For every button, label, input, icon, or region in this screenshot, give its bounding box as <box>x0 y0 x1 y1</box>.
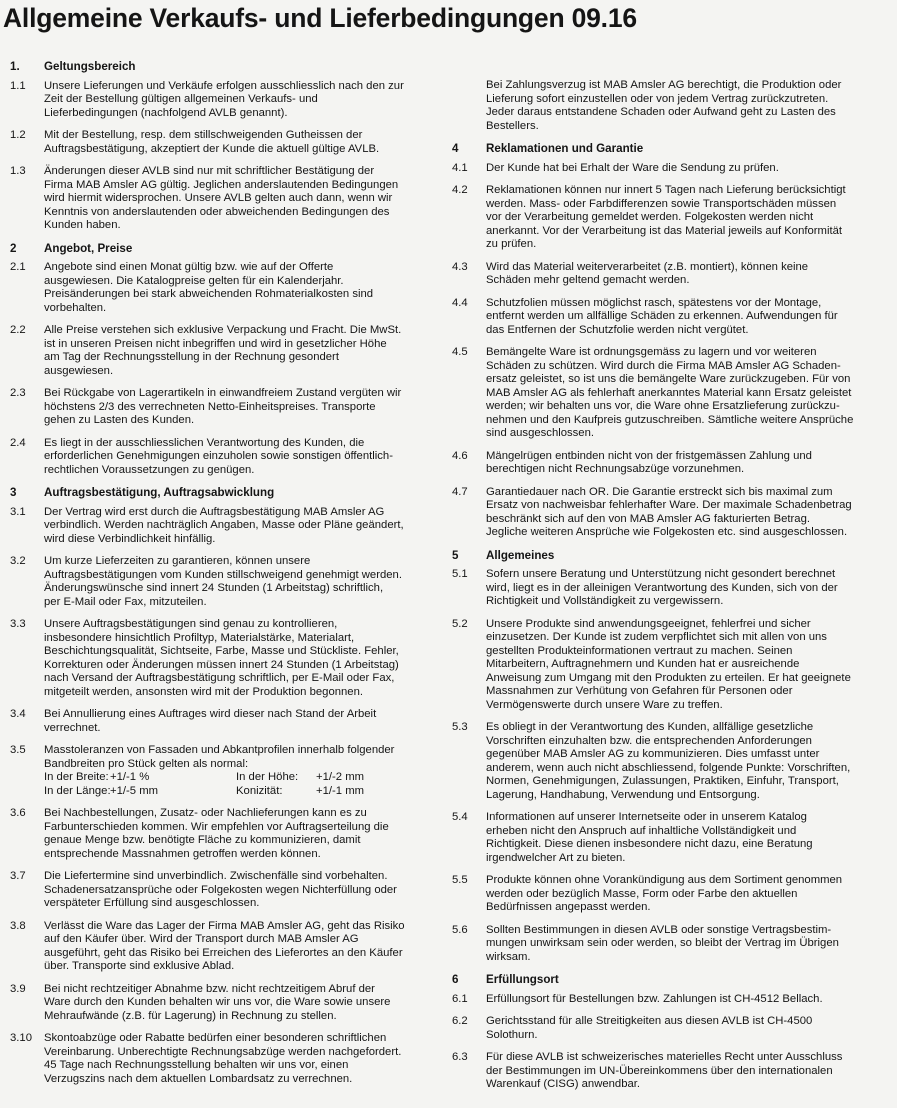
clause-line: gestellten Produkteinformationen vertraut zu machen. Seinen <box>486 644 793 657</box>
clause-number: 1.3 <box>10 165 26 177</box>
clause-number: 4.6 <box>452 449 468 462</box>
clause-number: 2.1 <box>10 261 26 273</box>
clause-line: Korrekturen oder Änderungen müssen innert 24 Stunden (1 Arbeitstag) <box>44 658 399 671</box>
section-number: 4 <box>452 142 459 155</box>
clause-number: 3.3 <box>10 618 26 630</box>
clause-line: Der Kunde hat bei Erhalt der Ware die Sendung zu prüfen. <box>486 161 779 174</box>
clause-line: Schadenersatzansprüche oder Folgekosten wegen Nichterfüllung oder <box>44 883 397 896</box>
clause-number: 5.3 <box>452 721 468 733</box>
tolerance-value: +1/-5 mm <box>110 784 159 797</box>
clause-line: Firma MAB Amsler AG gültig. Jeglichen anderslautenden Bedingungen <box>44 178 399 191</box>
clause-line: Sollten Bestimmungen in diesen AVLB oder sonstige Vertragsbestim- <box>486 923 832 936</box>
clause-number: 3.7 <box>10 870 26 882</box>
clause-number: 4.7 <box>452 485 468 498</box>
clause-number: 1.1 <box>10 79 26 92</box>
clause-number: 3.6 <box>10 807 26 819</box>
clause-line: verrechnet. <box>44 721 101 734</box>
clause-line: Änderungen dieser AVLB sind nur mit schriftlicher Bestätigung der <box>44 165 375 177</box>
section-heading <box>10 242 442 256</box>
clause-line: Warenkauf (CISG) anwendbar. <box>486 1078 641 1090</box>
clause <box>452 184 890 252</box>
clause <box>452 874 890 915</box>
clause-line: Um kurze Lieferzeiten zu garantieren, können unsere <box>44 555 311 567</box>
clause-number: 6.3 <box>452 1051 468 1063</box>
clause-line: Bemängelte Ware ist ordnungsgemäss zu lagern und vor weiteren <box>486 346 817 358</box>
clause-line: höchstens 2/3 des verrechneten Netto-Einheitspreises. Transporte <box>44 400 376 413</box>
document-title: Allgemeine Verkaufs- und Lieferbedingungen 09.16 <box>3 3 637 33</box>
clause-text <box>44 744 442 798</box>
clause-line: werden; wir behalten uns vor, die Ware ohne Ersatzlieferung zurückzu- <box>486 400 840 412</box>
clause-line: ausgeführt, geht das Risiko bei Erreichen des Lieferortes an den Käufer <box>44 946 403 959</box>
tolerance-label: In der Breite: <box>44 771 109 783</box>
clause-line: Schäden zu schützen. Wird durch die Firma MAB Amsler AG Schaden- <box>486 359 841 372</box>
clause-line: über. Transporte sind exklusive Ablad. <box>44 960 235 972</box>
clause-line: Schäden mehr geltend gemacht werden. <box>486 274 690 286</box>
clause-line: irgendwelcher Art zu bieten. <box>486 851 626 864</box>
clause-number: 6.2 <box>452 1015 468 1027</box>
clause-number: 2.2 <box>10 324 26 336</box>
clause-number: 6.1 <box>452 992 468 1005</box>
clause-line: Mitarbeitern, Auftragnehmern und Kunden hat er ausreichende <box>486 658 800 670</box>
clause <box>10 744 442 798</box>
clause-line: ausgewiesen. <box>44 364 114 377</box>
clause-line: werden oder bezüglich Masse, Form oder Farbe den aktuellen <box>486 887 798 900</box>
clause-text <box>44 555 442 609</box>
clause-line: wird, liegt es in der alleinigen Verantwortung des Kunden, sich von der <box>486 581 838 594</box>
clause-line: Bestellers. <box>486 119 539 132</box>
clause-text <box>486 618 890 713</box>
clause-line: 45 Tage nach Rechnungsstellung behalten wir uns vor, einen <box>44 1059 349 1071</box>
clause-line: nach Versand der Auftragsbestätigung schriftlich, per E-Mail oder Fax, <box>44 672 395 684</box>
clause-line: zu prüfen. <box>486 238 537 250</box>
clause-line: Vereinbarung. Unberechtigte Rechnungsabzüge werden nachgefordert. <box>44 1045 402 1058</box>
clause-line: entsprechende Massnahmen getroffen werden können. <box>44 847 321 860</box>
clause-line: Preisänderungen bei stark abweichenden Rohmaterialkosten sind <box>44 288 374 300</box>
clause-line: Vermögenswerte durch unsere Ware zu treffen. <box>486 698 723 711</box>
clause-number: 3.10 <box>10 1032 32 1044</box>
tolerance-value: +1/-2 mm <box>316 771 365 783</box>
clause-line: Auftragsbestätigung, akzeptiert der Kunde die aktuell gültige AVLB. <box>44 142 380 155</box>
clause-line: Schutzfolien müssen möglichst rasch, spätestens vor der Montage, <box>486 296 822 309</box>
clause-text <box>44 129 442 156</box>
clause-line: entfernt werden um allfällige Schäden zu erkennen. Aufwendungen für <box>486 310 838 322</box>
clause <box>10 807 442 861</box>
clause <box>452 297 890 338</box>
clause-line: Der Vertrag wird erst durch die Auftragsbestätigung MAB Amsler AG <box>44 505 385 518</box>
clause <box>10 80 442 121</box>
clause-number: 3.2 <box>10 555 26 567</box>
clause-line: Skontoabzüge oder Rabatte bedürfen einer besonderen schriftlichen <box>44 1032 387 1044</box>
clause <box>10 983 442 1024</box>
tolerance-label: In der Länge: <box>44 784 111 797</box>
clause-line: Kenntnis von anderslautenden oder abweichenden Bedingungen des <box>44 205 390 218</box>
clause-line: anerkannt. Vor der Verarbeitung ist das Material jeweils auf Konformität <box>486 224 843 237</box>
section-title: Allgemeines <box>486 548 555 562</box>
clause-text <box>486 79 890 133</box>
clause-line: insbesondere hinsichtlich Profiltyp, Materialstärke, Materialart, <box>44 631 355 644</box>
clause-text <box>44 920 442 974</box>
clause-line: Informationen auf unserer Internetseite oder in unserem Katalog <box>486 811 807 823</box>
clause-line: Richtigkeit. Diese dienen insbesondere nicht dazu, eine Beratung <box>486 838 813 850</box>
clause-line: Verzugszins nach dem aktuellen Lombardsatz zu verrechnen. <box>44 1072 353 1085</box>
clause-line: vor der Verarbeitung gemeldet werden. Folgekosten werden nicht <box>486 211 814 223</box>
clause-line: gegenüber MAB Amsler AG zu kommunizieren. Dies umfasst unter <box>486 748 820 760</box>
clause-text <box>486 874 890 915</box>
clause-text <box>486 162 890 176</box>
clause-line: sind ausgeschlossen. <box>486 427 595 439</box>
clause-text <box>44 80 442 121</box>
clause-text <box>44 983 442 1024</box>
clause-line: Unsere Auftragsbestätigungen sind genau zu kontrollieren, <box>44 618 338 630</box>
clause-line: wird diese Verbindlichkeit hinfällig. <box>44 532 216 545</box>
clause <box>10 920 442 974</box>
clause-text <box>44 261 442 315</box>
section-heading <box>452 973 890 987</box>
clause-line: der Bestimmungen im UN-Übereinkommens über den internationalen <box>486 1064 833 1077</box>
clause-text <box>486 721 890 802</box>
clause-line: Reklamationen können nur innert 5 Tagen nach Lieferung berücksichtigt <box>486 184 846 196</box>
clause-line: Jegliche weiteren Ansprüche wie Folgekosten etc. sind ausgeschlossen. <box>486 526 848 538</box>
clause-number: 1.2 <box>10 129 26 141</box>
clause-line: Alle Preise verstehen sich exklusive Verpackung und Fracht. Die MwSt. <box>44 324 402 336</box>
clause-number: 5.2 <box>452 617 468 630</box>
clause <box>10 437 442 478</box>
clause <box>452 1051 890 1092</box>
clause <box>452 618 890 713</box>
clause-number: 2.4 <box>10 436 26 449</box>
clause-line: Angebote sind einen Monat gültig bzw. wie auf der Offerte <box>44 261 334 273</box>
clause <box>452 568 890 609</box>
clause-text <box>44 165 442 233</box>
clause-line: Farbunterschieden kommen. Wir empfehlen vor Auftragserteilung die <box>44 820 389 833</box>
clause <box>452 162 890 176</box>
clause <box>10 555 442 609</box>
clause-line: Bei nicht rechtzeitiger Abnahme bzw. nicht rechtzeitigem Abruf der <box>44 982 375 995</box>
clause-line: Mängelrügen entbinden nicht von der fristgemässen Zahlung und <box>486 449 812 462</box>
section-heading <box>10 60 442 74</box>
clause-line: Jeder daraus entstandene Schaden oder Aufwand geht zu Lasten des <box>486 106 836 118</box>
clause-number: 3.5 <box>10 744 26 756</box>
clause-line: Lagerung, Handhabung, Verwendung und Entsorgung. <box>486 788 760 801</box>
clause-text <box>44 506 442 547</box>
clause-number: 3.8 <box>10 919 26 932</box>
clause-line: Es liegt in der ausschliesslichen Verantwortung des Kunden, die <box>44 436 365 449</box>
clause <box>10 324 442 378</box>
clause-line: Mehraufwände (z.B. für Lagerung) in Rechnung zu stellen. <box>44 1009 337 1022</box>
clause-number: 3.4 <box>10 708 26 720</box>
section-number: 3 <box>10 486 17 499</box>
clause-line: auf den Käufer über. Wird der Transport durch MAB Amsler AG <box>44 933 359 945</box>
clause-line: einzusetzen. Der Kunde ist zudem verpflichtet sich mit allen von uns <box>486 631 827 643</box>
clause-text <box>486 568 890 609</box>
right-column <box>452 79 890 1101</box>
clause-line: verbindlich. Werden nachträglich Angaben, Masse oder Pläne geändert, <box>44 519 404 531</box>
clause-text <box>486 297 890 338</box>
clause-line: Erfüllungsort für Bestellungen bzw. Zahlungen ist CH-4512 Bellach. <box>486 992 823 1005</box>
clause-text <box>44 870 442 911</box>
clause-line: werden. Mass- oder Farbdifferenzen sowie Transportschäden müssen <box>486 197 837 210</box>
clause-line: Bei Rückgabe von Lagerartikeln in einwandfreiem Zustand vergüten wir <box>44 387 402 399</box>
clause-line: Für diese AVLB ist schweizerisches materielles Recht unter Ausschluss <box>486 1051 843 1063</box>
clause <box>10 165 442 233</box>
clause-line: MAB Amsler AG als fehlerhaft anerkanntes Material kann Ersatz geleistet <box>486 386 852 399</box>
clause <box>10 870 442 911</box>
clause-line: mitgeteilt werden, ansonsten wird mit der Produktion begonnen. <box>44 685 364 698</box>
clause-text <box>486 1051 890 1092</box>
clause-text <box>486 993 890 1007</box>
clause-line: wird hiermit widersprochen. Unsere AVLB gelten auch dann, wenn wir <box>44 192 393 204</box>
clause-number: 5.5 <box>452 874 468 886</box>
clause-line: Zeit der Bestellung gültigen allgemeinen Verkaufs- und <box>44 93 318 105</box>
clause-line: vorbehalten. <box>44 301 107 314</box>
clause-line: erforderlichen Genehmigungen einzuholen sowie sonstigen öffentlich- <box>44 450 393 462</box>
clause-number: 4.2 <box>452 184 468 196</box>
clause-number <box>452 79 486 133</box>
clause-line: rechtlichen Voraussetzungen zu genügen. <box>44 463 255 476</box>
clause-line: Anweisung zum Umgang mit den Produkten zu erteilen. Er hat geeignete <box>486 671 851 684</box>
clause <box>10 618 442 699</box>
tolerance-label: In der Höhe: <box>236 771 299 783</box>
clause-line: Kunden haben. <box>44 219 121 231</box>
clause-line: gehen zu Lasten des Kunden. <box>44 414 195 426</box>
clause-text <box>486 346 890 441</box>
section-heading <box>452 549 890 563</box>
clause-line: Normen, Genehmigungen, Zulassungen, Praktiken, Einfuhr, Transport, <box>486 775 839 787</box>
clause-text <box>486 1015 890 1042</box>
clause-text <box>486 924 890 965</box>
clause-line: Verlässt die Ware das Lager der Firma MAB Amsler AG, geht das Risiko <box>44 919 405 932</box>
tolerance-value: +1/-1 mm <box>316 784 365 797</box>
clause-line: Bandbreiten pro Stück gelten als normal: <box>44 757 249 770</box>
clause-line: nehmen und den Kaufpreis gutzuschreiben. Sämtliche weitere Ansprüche <box>486 413 854 426</box>
clause-text <box>44 324 442 378</box>
clause-text <box>44 807 442 861</box>
clause-line: Wird das Material weiterverarbeitet (z.B. montiert), können keine <box>486 260 809 273</box>
clause-line: berechtigen nicht Rechnungsabzüge vorzunehmen. <box>486 463 745 475</box>
clause-line: ausgewiesen. Die Katalogpreise gelten für ein Kalenderjahr. <box>44 274 344 287</box>
clause-text <box>486 450 890 477</box>
clause-number: 5.4 <box>452 811 468 823</box>
clause-line: mungen unwirksam sein oder werden, so bleibt der Vertrag im Übrigen <box>486 937 839 949</box>
clause <box>452 261 890 288</box>
clause-line: Bei Annullierung eines Auftrages wird dieser nach Stand der Arbeit <box>44 708 377 720</box>
clause-line: beschränkt sich auf den von MAB Amsler AG fakturierten Betrag. <box>486 512 811 525</box>
clause <box>10 1032 442 1086</box>
clause-line: ersatz geleistet, so ist uns die bemängelte Ware zurückzugeben. Für von <box>486 373 851 385</box>
section-number: 1. <box>10 60 20 73</box>
clause-line: ist in unseren Preisen nicht inbegriffen und wird in gesetzlicher Höhe <box>44 337 387 350</box>
clause-text <box>486 811 890 865</box>
clause-line: Unsere Lieferungen und Verkäufe erfolgen ausschliesslich nach den zur <box>44 79 404 92</box>
clause-line: Solothurn. <box>486 1028 538 1041</box>
clause-number: 3.9 <box>10 982 26 995</box>
section-heading <box>10 486 442 500</box>
clause <box>10 708 442 735</box>
section-heading <box>452 142 890 156</box>
clause-number: 4.1 <box>452 161 468 174</box>
clause <box>452 1015 890 1042</box>
clause-number: 3.1 <box>10 505 26 518</box>
section-number: 6 <box>452 973 459 986</box>
clause-line: Bedürfnissen angepasst werden. <box>486 901 651 913</box>
clause-number: 4.3 <box>452 260 468 273</box>
clause <box>452 993 890 1007</box>
clause-text <box>44 387 442 428</box>
clause-line: Bei Zahlungsverzug ist MAB Amsler AG berechtigt, die Produktion oder <box>486 79 842 91</box>
clause-text <box>44 708 442 735</box>
clause-line: Auftragsbestätigungen vom Kunden stillschweigend genehmigt werden. <box>44 568 402 581</box>
clause-text <box>44 618 442 699</box>
clause-number: 4.4 <box>452 296 468 309</box>
clause-text <box>44 437 442 478</box>
clause <box>10 387 442 428</box>
section-title: Angebot, Preise <box>44 241 133 255</box>
clause <box>452 346 890 441</box>
clause-line: Garantiedauer nach OR. Die Garantie erstreckt sich bis maximal zum <box>486 485 833 498</box>
clause-line: per E-Mail oder Fax, mitzuteilen. <box>44 595 207 608</box>
clause-line: Vorschriften einzuhalten bzw. die entsprechenden Anforderungen <box>486 734 812 747</box>
clause <box>452 811 890 865</box>
clause-line: Massnahmen zur Verhütung von Gefahren für Personen oder <box>486 685 793 697</box>
clause-line: Masstoleranzen von Fassaden und Abkantprofilen innerhalb folgender <box>44 744 395 756</box>
clause-text <box>486 184 890 252</box>
clause-line: am Tag der Rechnungsstellung in der Rechnung gesondert <box>44 351 339 363</box>
clause-line: Bei Nachbestellungen, Zusatz- oder Nachlieferungen kann es zu <box>44 807 367 819</box>
section-title: Auftragsbestätigung, Auftragsabwicklung <box>44 486 275 499</box>
clause-line: Lieferbedingungen (nachfolgend AVLB genannt). <box>44 106 288 119</box>
clause-text <box>44 1032 442 1086</box>
section-number: 5 <box>452 548 459 562</box>
clause-line: Ware durch den Kunden behalten wir uns vor, die Ware sowie unsere <box>44 996 391 1008</box>
clause <box>452 721 890 802</box>
clause-line: wirksam. <box>486 950 531 963</box>
clause-line: Lieferung sofort einzustellen oder von jedem Vertrag zurückzutreten. <box>486 92 829 105</box>
clause-line: Sofern unsere Beratung und Unterstützung nicht gesondert berechnet <box>486 568 836 580</box>
clause-line: Mit der Bestellung, resp. dem stillschweigenden Gutheissen der <box>44 129 363 141</box>
clause-number: 5.6 <box>452 923 468 936</box>
clause-number: 5.1 <box>452 568 468 580</box>
clause-line: Die Liefertermine sind unverbindlich. Zwischenfälle sind vorbehalten. <box>44 870 388 882</box>
clause <box>452 450 890 477</box>
clause <box>10 129 442 156</box>
clause <box>10 261 442 315</box>
clause-number: 2.3 <box>10 387 26 399</box>
clause-line: erheben nicht den Anspruch auf inhaltliche Vollständigkeit und <box>486 824 797 837</box>
clause-line: Ersatz von nachweisbar fehlerhafter Ware. Der maximale Schadenbetrag <box>486 499 852 511</box>
clause-text <box>486 261 890 288</box>
clause-line: Beschichtungsqualität, Sichtseite, Farbe, Masse und Stückliste. Fehler, <box>44 645 399 657</box>
section-title: Geltungsbereich <box>44 60 136 73</box>
clause-line: Es obliegt in der Verantwortung des Kunden, allfällige gesetzliche <box>486 721 814 733</box>
clause-line: Produkte können ohne Vorankündigung aus dem Sortiment genommen <box>486 874 843 886</box>
clause <box>10 506 442 547</box>
clause-line: anderem, wenn auch nicht abschliessend, folgende Punkte: Vorschriften, <box>486 761 851 774</box>
clause <box>452 924 890 965</box>
clause <box>452 486 890 540</box>
clause <box>452 79 890 133</box>
clause-line: Unsere Produkte sind anwendungsgeeignet, fehlerfrei und sicher <box>486 617 811 630</box>
clause-number: 4.5 <box>452 346 468 358</box>
clause-text <box>486 486 890 540</box>
left-column <box>10 60 442 1095</box>
tolerance-table <box>44 771 442 798</box>
section-title: Erfüllungsort <box>486 973 559 986</box>
clause-line: Änderungswünsche sind innert 24 Stunden (1 Arbeitstag) schriftlich, <box>44 582 384 594</box>
clause-line: verspäteter Erfüllung sind ausgeschlossen. <box>44 897 260 909</box>
section-title: Reklamationen und Garantie <box>486 142 644 155</box>
clause-line: Gerichtsstand für alle Streitigkeiten aus diesen AVLB ist CH-4500 <box>486 1015 813 1027</box>
section-number: 2 <box>10 241 17 255</box>
clause-line: genaue Menge bzw. benötigte Fläche zu kommunizieren, damit <box>44 834 361 846</box>
clause-line: Richtigkeit und Vollständigkeit zu vergewissern. <box>486 595 724 607</box>
tolerance-label: Konizität: <box>236 784 283 797</box>
clause-line: das Entfernen der Schutzfolie werden nicht vergütet. <box>486 323 749 336</box>
tolerance-value: +1/-1 % <box>110 771 150 783</box>
